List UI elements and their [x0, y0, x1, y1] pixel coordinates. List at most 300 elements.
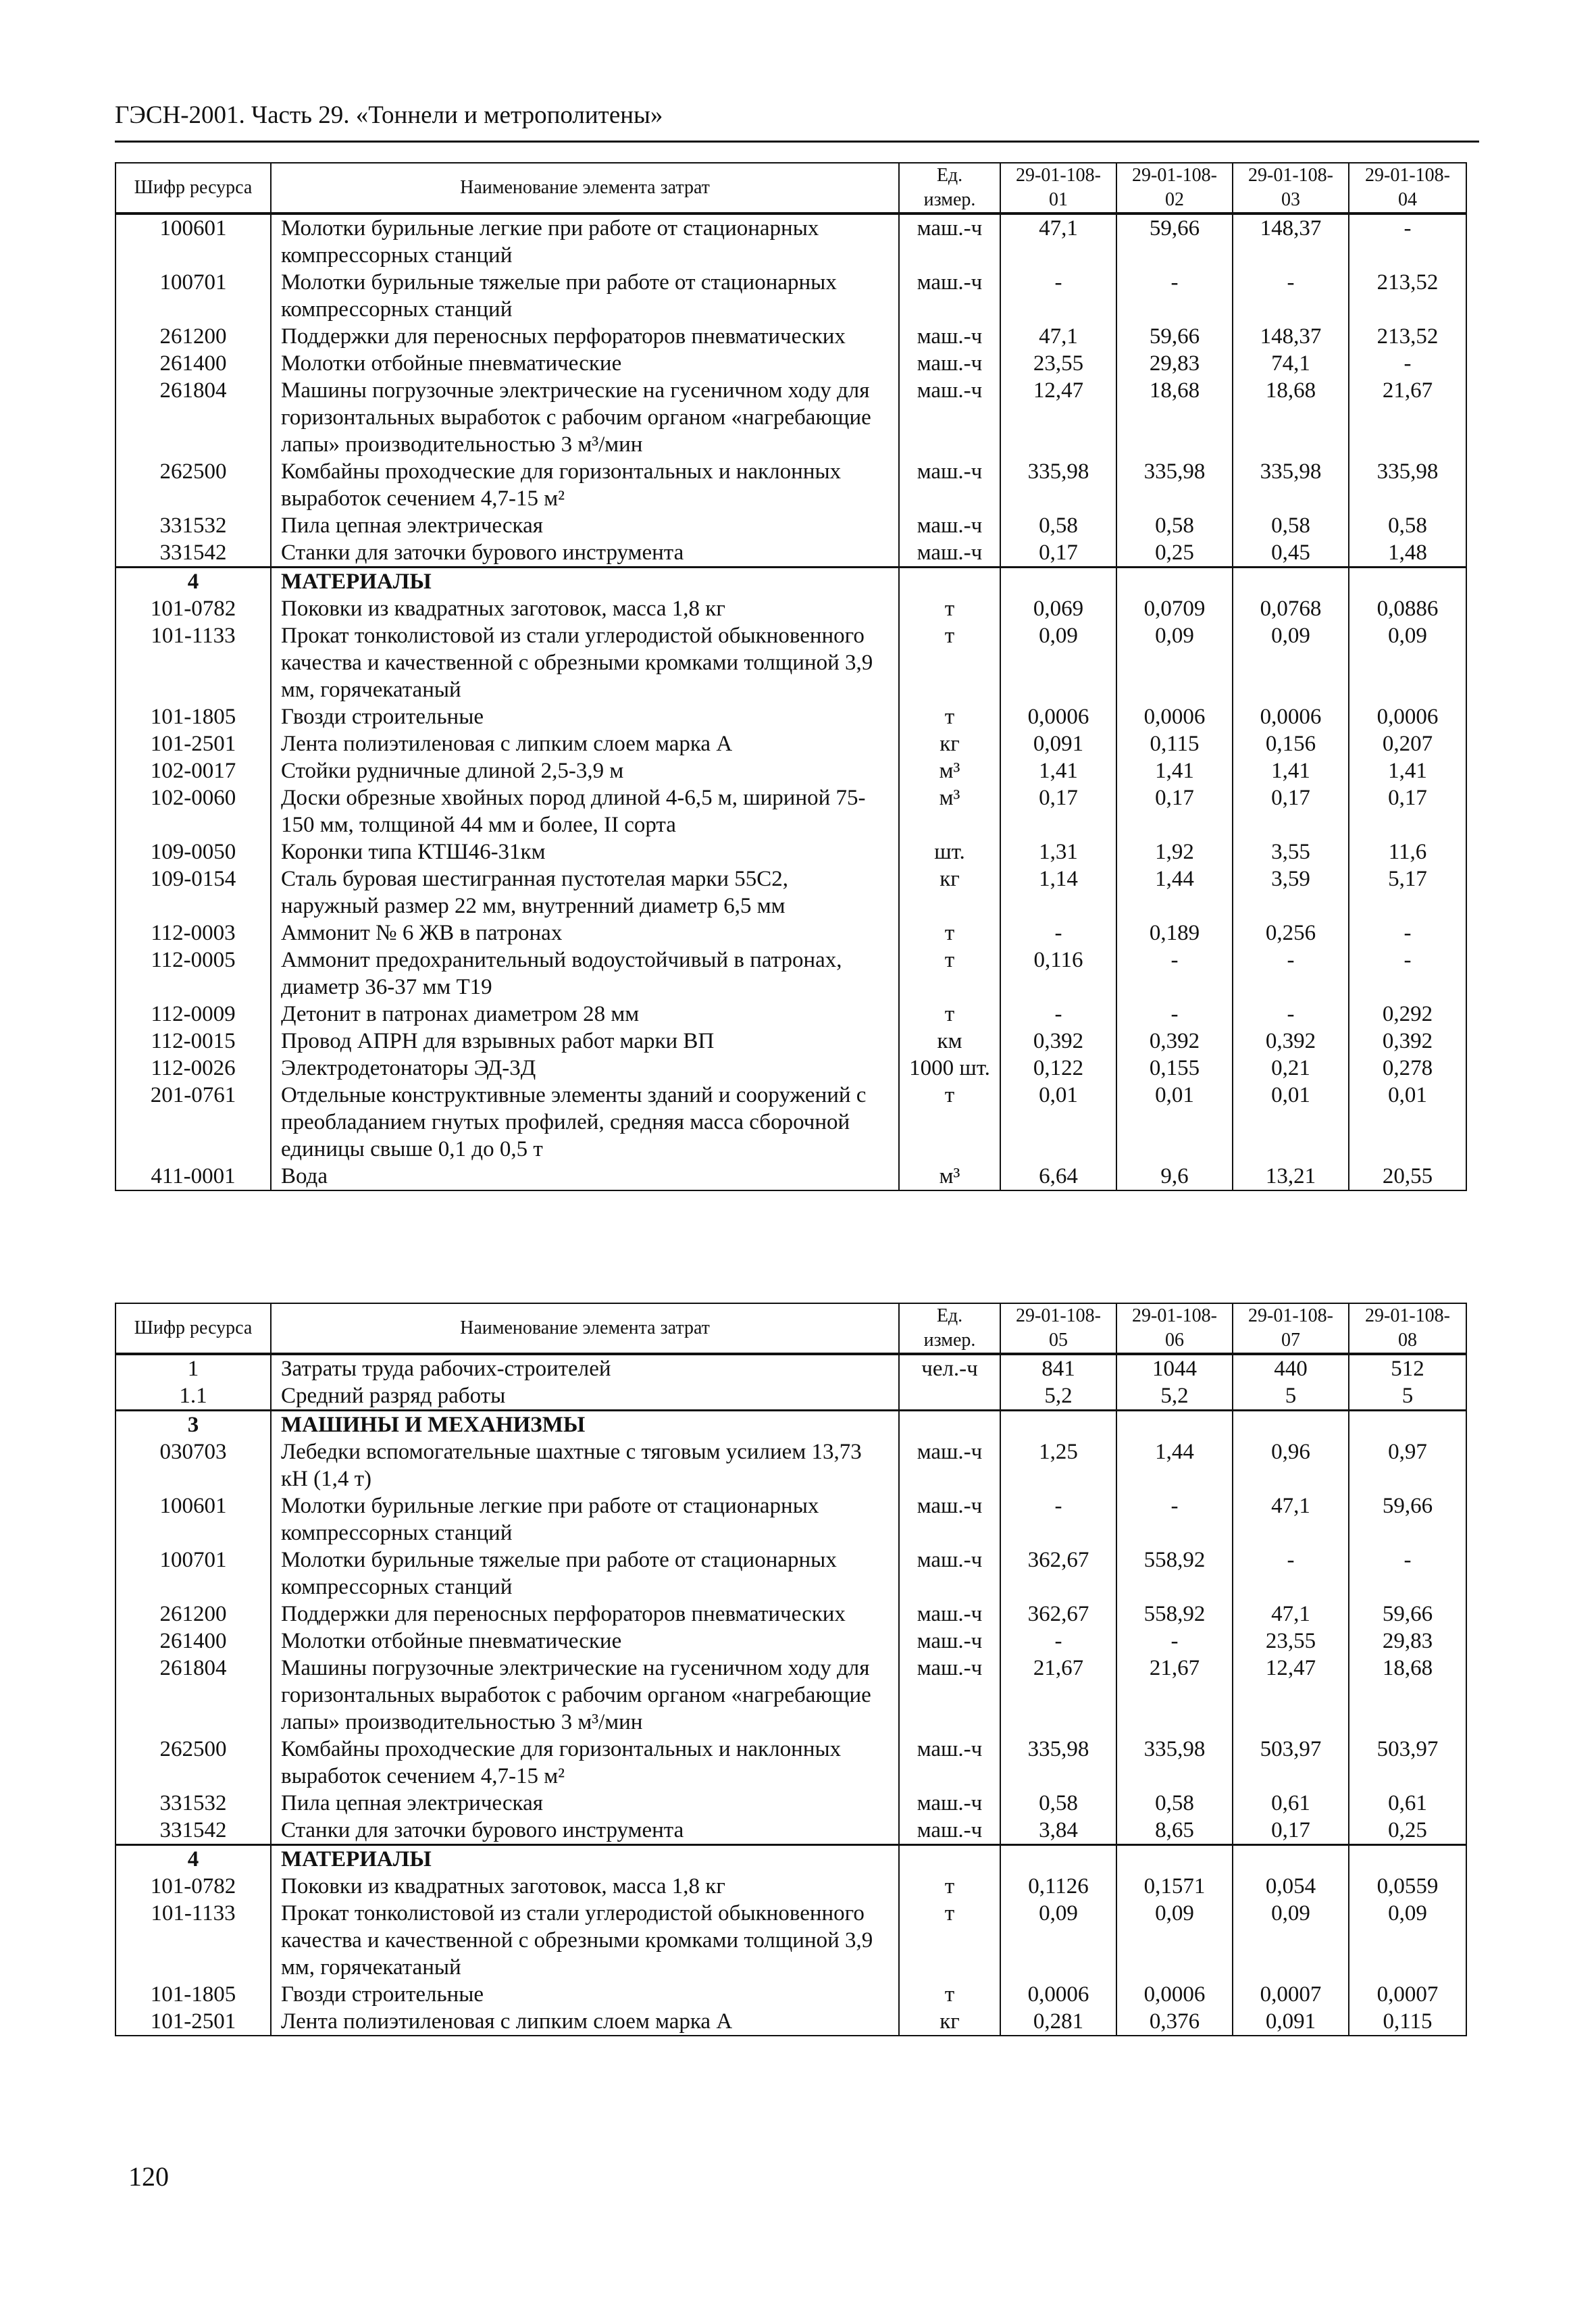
row-value-4 — [1349, 1411, 1466, 1439]
row-value-3: 0,091 — [1233, 2008, 1349, 2036]
row-name: МАШИНЫ И МЕХАНИЗМЫ — [271, 1411, 899, 1439]
row-value-2: 21,67 — [1116, 1655, 1233, 1736]
row-value-2: 29,83 — [1116, 350, 1233, 377]
col-header-unit: Ед. измер. — [899, 163, 1000, 213]
col-header-code-1: 29-01-108-01 — [1000, 163, 1116, 213]
row-value-1: 362,67 — [1000, 1601, 1116, 1628]
row-value-3: 440 — [1233, 1354, 1349, 1382]
row-unit: маш.-ч — [899, 1438, 1000, 1492]
row-code: 1.1 — [115, 1382, 271, 1411]
row-value-3: 0,61 — [1233, 1790, 1349, 1817]
row-value-4: 11,6 — [1349, 838, 1466, 865]
row-value-3 — [1233, 1845, 1349, 1873]
row-name: Молотки бурильные тяжелые при работе от стационарных компрессорных станций — [271, 269, 899, 323]
row-code: 100701 — [115, 269, 271, 323]
row-value-1: - — [1000, 920, 1116, 947]
row-value-4: 0,392 — [1349, 1028, 1466, 1055]
row-value-3: 0,392 — [1233, 1028, 1349, 1055]
table-row — [115, 865, 1466, 920]
row-value-1: 5,2 — [1000, 1382, 1116, 1411]
row-value-1: 0,17 — [1000, 784, 1116, 838]
row-value-1 — [1000, 1845, 1116, 1873]
row-code: 262500 — [115, 458, 271, 512]
row-unit: маш.-ч — [899, 1492, 1000, 1546]
row-value-3: - — [1233, 269, 1349, 323]
row-value-4: 0,0007 — [1349, 1981, 1466, 2008]
table-header-row — [115, 1303, 1466, 1354]
row-unit: шт. — [899, 838, 1000, 865]
row-name: Машины погрузочные электрические на гусеничном ходу для горизонтальных выработок с рабочим органом «нагребающие лапы» производительностью 3 м³/мин — [271, 377, 899, 458]
col-header-code-2: 29-01-108-02 — [1116, 163, 1233, 213]
row-value-3 — [1233, 568, 1349, 596]
row-code: 100601 — [115, 1492, 271, 1546]
row-value-2: 0,376 — [1116, 2008, 1233, 2036]
row-value-2: 18,68 — [1116, 377, 1233, 458]
row-value-3: 0,01 — [1233, 1082, 1349, 1163]
row-value-1: 0,01 — [1000, 1082, 1116, 1163]
row-value-2: 0,25 — [1116, 539, 1233, 568]
row-unit: т — [899, 947, 1000, 1001]
table-row — [115, 269, 1466, 323]
row-unit: маш.-ч — [899, 269, 1000, 323]
row-name: Станки для заточки бурового инструмента — [271, 1817, 899, 1845]
row-name: МАТЕРИАЛЫ — [271, 568, 899, 596]
row-value-2: 0,09 — [1116, 1900, 1233, 1981]
row-unit: т — [899, 1082, 1000, 1163]
row-value-1: 21,67 — [1000, 1655, 1116, 1736]
section-row — [115, 568, 1466, 596]
row-unit: т — [899, 622, 1000, 703]
table-row — [115, 920, 1466, 947]
row-value-4: 0,58 — [1349, 512, 1466, 539]
table-row — [115, 512, 1466, 539]
row-unit: маш.-ч — [899, 350, 1000, 377]
row-value-2: - — [1116, 1628, 1233, 1655]
row-value-4: 59,66 — [1349, 1492, 1466, 1546]
row-name: Машины погрузочные электрические на гусеничном ходу для горизонтальных выработок с рабочим органом «нагребающие лапы» производительностью 3 м³/мин — [271, 1655, 899, 1736]
row-name: Пила цепная электрическая — [271, 1790, 899, 1817]
row-unit: маш.-ч — [899, 377, 1000, 458]
row-value-2 — [1116, 568, 1233, 596]
row-code: 100701 — [115, 1546, 271, 1601]
row-value-4: 0,278 — [1349, 1055, 1466, 1082]
row-code: 112-0005 — [115, 947, 271, 1001]
row-name: Комбайны проходческие для горизонтальных и наклонных выработок сечением 4,7-15 м² — [271, 458, 899, 512]
row-unit — [899, 1845, 1000, 1873]
row-value-2: 0,01 — [1116, 1082, 1233, 1163]
row-code: 101-1133 — [115, 622, 271, 703]
row-value-4: 0,0559 — [1349, 1873, 1466, 1900]
row-value-2: 1,92 — [1116, 838, 1233, 865]
row-value-4 — [1349, 568, 1466, 596]
row-value-4: 0,09 — [1349, 1900, 1466, 1981]
row-unit: маш.-ч — [899, 1546, 1000, 1601]
row-value-2 — [1116, 1845, 1233, 1873]
row-code: 261200 — [115, 323, 271, 350]
resource-table-1 — [115, 162, 1467, 1191]
row-value-2: 1,44 — [1116, 1438, 1233, 1492]
row-value-3: 13,21 — [1233, 1163, 1349, 1190]
table-row — [115, 1492, 1466, 1546]
row-value-3: 47,1 — [1233, 1601, 1349, 1628]
row-value-2: - — [1116, 1001, 1233, 1028]
row-value-4: 5,17 — [1349, 865, 1466, 920]
row-value-1: 0,281 — [1000, 2008, 1116, 2036]
row-code: 261804 — [115, 1655, 271, 1736]
row-value-3: 23,55 — [1233, 1628, 1349, 1655]
row-value-4: 1,48 — [1349, 539, 1466, 568]
row-value-2: 1044 — [1116, 1354, 1233, 1382]
row-name: Молотки бурильные легкие при работе от стационарных компрессорных станций — [271, 213, 899, 269]
row-unit: км — [899, 1028, 1000, 1055]
row-code: 101-1805 — [115, 1981, 271, 2008]
row-name: Поковки из квадратных заготовок, масса 1,8 кг — [271, 1873, 899, 1900]
row-value-1: - — [1000, 1001, 1116, 1028]
row-value-1: 0,0006 — [1000, 703, 1116, 730]
row-value-4: 512 — [1349, 1354, 1466, 1382]
row-unit — [899, 1382, 1000, 1411]
row-value-3: 0,58 — [1233, 512, 1349, 539]
table-row — [115, 838, 1466, 865]
row-value-3: 0,96 — [1233, 1438, 1349, 1492]
row-name: Прокат тонколистовой из стали углеродистой обыкновенного качества и качественной с обрезными кромками толщиной 3,9 мм, горячекатаный — [271, 622, 899, 703]
row-value-4: 213,52 — [1349, 269, 1466, 323]
table-row — [115, 622, 1466, 703]
row-name: Поковки из квадратных заготовок, масса 1,8 кг — [271, 595, 899, 622]
table-row — [115, 539, 1466, 568]
row-code: 112-0009 — [115, 1001, 271, 1028]
row-name: Затраты труда рабочих-строителей — [271, 1354, 899, 1382]
row-value-2: 0,58 — [1116, 512, 1233, 539]
table-row — [115, 1790, 1466, 1817]
row-name: Станки для заточки бурового инструмента — [271, 539, 899, 568]
row-value-3: - — [1233, 1546, 1349, 1601]
row-unit: чел.-ч — [899, 1354, 1000, 1382]
row-value-1: 362,67 — [1000, 1546, 1116, 1601]
row-code: 101-1805 — [115, 703, 271, 730]
row-code: 112-0003 — [115, 920, 271, 947]
row-value-1: 0,58 — [1000, 512, 1116, 539]
row-code: 4 — [115, 1845, 271, 1873]
row-value-3: 503,97 — [1233, 1736, 1349, 1790]
row-value-1: 23,55 — [1000, 350, 1116, 377]
row-value-2: 1,44 — [1116, 865, 1233, 920]
row-code: 100601 — [115, 213, 271, 269]
row-value-2: 335,98 — [1116, 458, 1233, 512]
table-row — [115, 1055, 1466, 1082]
row-value-1: 0,09 — [1000, 622, 1116, 703]
row-value-4: 0,0886 — [1349, 595, 1466, 622]
row-value-1: - — [1000, 1628, 1116, 1655]
row-unit: кг — [899, 2008, 1000, 2036]
row-value-3: 0,054 — [1233, 1873, 1349, 1900]
row-value-3: 0,21 — [1233, 1055, 1349, 1082]
col-header-code-7: 29-01-108-07 — [1233, 1303, 1349, 1354]
table-row — [115, 1354, 1466, 1382]
row-unit: м³ — [899, 1163, 1000, 1190]
row-value-2: 0,17 — [1116, 784, 1233, 838]
row-value-2: 0,189 — [1116, 920, 1233, 947]
row-name: Средний разряд работы — [271, 1382, 899, 1411]
row-value-2: - — [1116, 1492, 1233, 1546]
col-header-name: Наименование элемента затрат — [271, 163, 899, 213]
row-name: Коронки типа КТШ46-31км — [271, 838, 899, 865]
row-name: Аммонит № 6 ЖВ в патронах — [271, 920, 899, 947]
row-value-4: 21,67 — [1349, 377, 1466, 458]
row-value-1: 0,122 — [1000, 1055, 1116, 1082]
row-code: 261804 — [115, 377, 271, 458]
row-value-4: 1,41 — [1349, 757, 1466, 784]
row-value-3 — [1233, 1411, 1349, 1439]
row-code: 109-0154 — [115, 865, 271, 920]
row-code: 101-0782 — [115, 595, 271, 622]
row-value-1: 1,14 — [1000, 865, 1116, 920]
row-value-1: 47,1 — [1000, 213, 1116, 269]
row-value-1: 0,58 — [1000, 1790, 1116, 1817]
row-unit: т — [899, 1900, 1000, 1981]
col-header-code: Шифр ресурса — [115, 1303, 271, 1354]
row-value-1: 0,1126 — [1000, 1873, 1116, 1900]
row-value-2: 0,392 — [1116, 1028, 1233, 1055]
row-code: 101-2501 — [115, 730, 271, 757]
row-code: 1 — [115, 1354, 271, 1382]
row-name: Доски обрезные хвойных пород длиной 4-6,5 м, шириной 75-150 мм, толщиной 44 мм и более, II сорта — [271, 784, 899, 838]
row-name: Электродетонаторы ЭД-3Д — [271, 1055, 899, 1082]
row-value-2: 335,98 — [1116, 1736, 1233, 1790]
col-header-unit: Ед. измер. — [899, 1303, 1000, 1354]
row-value-2: 0,1571 — [1116, 1873, 1233, 1900]
row-unit — [899, 568, 1000, 596]
row-value-3: 0,17 — [1233, 1817, 1349, 1845]
row-value-1: 1,25 — [1000, 1438, 1116, 1492]
section-row — [115, 1411, 1466, 1439]
row-name: Молотки отбойные пневматические — [271, 1628, 899, 1655]
row-value-1: 0,392 — [1000, 1028, 1116, 1055]
row-value-3: - — [1233, 1001, 1349, 1028]
row-value-4: 20,55 — [1349, 1163, 1466, 1190]
row-name: Поддержки для переносных перфораторов пневматических — [271, 323, 899, 350]
row-code: 261400 — [115, 1628, 271, 1655]
row-value-1: 0,069 — [1000, 595, 1116, 622]
row-value-3: 3,59 — [1233, 865, 1349, 920]
row-value-4: 0,61 — [1349, 1790, 1466, 1817]
row-name: Гвозди строительные — [271, 703, 899, 730]
table-row — [115, 1082, 1466, 1163]
row-value-1: 0,116 — [1000, 947, 1116, 1001]
col-header-code-8: 29-01-108-08 — [1349, 1303, 1466, 1354]
row-unit: маш.-ч — [899, 1628, 1000, 1655]
row-name: Молотки бурильные тяжелые при работе от стационарных компрессорных станций — [271, 1546, 899, 1601]
row-value-4: - — [1349, 1546, 1466, 1601]
row-value-4: 335,98 — [1349, 458, 1466, 512]
row-name: Поддержки для переносных перфораторов пневматических — [271, 1601, 899, 1628]
row-value-2: 59,66 — [1116, 213, 1233, 269]
row-value-3: 148,37 — [1233, 323, 1349, 350]
row-value-4: 0,97 — [1349, 1438, 1466, 1492]
row-name: Отдельные конструктивные элементы зданий и сооружений с преобладанием гнутых профилей, средняя масса сборочной единицы свыше 0,1 до 0,5 т — [271, 1082, 899, 1163]
row-value-3: 0,156 — [1233, 730, 1349, 757]
resource-table-2 — [115, 1303, 1467, 2036]
row-value-1: 841 — [1000, 1354, 1116, 1382]
row-unit: маш.-ч — [899, 1655, 1000, 1736]
row-value-2 — [1116, 1411, 1233, 1439]
row-unit: маш.-ч — [899, 512, 1000, 539]
table-row — [115, 1163, 1466, 1190]
row-code: 262500 — [115, 1736, 271, 1790]
row-value-3: 5 — [1233, 1382, 1349, 1411]
row-value-1: 6,64 — [1000, 1163, 1116, 1190]
row-name: Гвозди строительные — [271, 1981, 899, 2008]
row-code: 331532 — [115, 1790, 271, 1817]
row-unit: маш.-ч — [899, 458, 1000, 512]
row-unit — [899, 1411, 1000, 1439]
row-value-4: 0,17 — [1349, 784, 1466, 838]
row-name: Лента полиэтиленовая с липким слоем марка А — [271, 2008, 899, 2036]
row-name: МАТЕРИАЛЫ — [271, 1845, 899, 1873]
row-value-2: 59,66 — [1116, 323, 1233, 350]
row-name: Вода — [271, 1163, 899, 1190]
table-header-row — [115, 163, 1466, 213]
table-row — [115, 2008, 1466, 2036]
row-code: 109-0050 — [115, 838, 271, 865]
row-value-2: 558,92 — [1116, 1546, 1233, 1601]
row-value-4: 213,52 — [1349, 323, 1466, 350]
row-value-2: 0,0006 — [1116, 703, 1233, 730]
row-code: 261400 — [115, 350, 271, 377]
col-header-code-5: 29-01-108-05 — [1000, 1303, 1116, 1354]
col-header-code-3: 29-01-108-03 — [1233, 163, 1349, 213]
row-value-2: 0,58 — [1116, 1790, 1233, 1817]
row-value-4: - — [1349, 350, 1466, 377]
row-name: Стойки рудничные длиной 2,5-3,9 м — [271, 757, 899, 784]
row-value-4: 0,09 — [1349, 622, 1466, 703]
row-code: 411-0001 — [115, 1163, 271, 1190]
row-value-3: 74,1 — [1233, 350, 1349, 377]
row-unit: м³ — [899, 757, 1000, 784]
table-row — [115, 703, 1466, 730]
page-number: 120 — [128, 2161, 169, 2192]
table-row — [115, 1817, 1466, 1845]
col-header-name: Наименование элемента затрат — [271, 1303, 899, 1354]
row-value-4: - — [1349, 213, 1466, 269]
row-value-2: 0,0709 — [1116, 595, 1233, 622]
row-unit: т — [899, 920, 1000, 947]
row-value-3: 0,0007 — [1233, 1981, 1349, 2008]
table-row — [115, 1655, 1466, 1736]
row-value-2: 0,09 — [1116, 622, 1233, 703]
row-value-3: 1,41 — [1233, 757, 1349, 784]
row-value-3: 335,98 — [1233, 458, 1349, 512]
row-value-4: 0,25 — [1349, 1817, 1466, 1845]
row-value-3: - — [1233, 947, 1349, 1001]
row-name: Лента полиэтиленовая с липким слоем марка А — [271, 730, 899, 757]
row-value-4: 0,115 — [1349, 2008, 1466, 2036]
table-row — [115, 1736, 1466, 1790]
table-row — [115, 1028, 1466, 1055]
table-row — [115, 458, 1466, 512]
row-value-2: 558,92 — [1116, 1601, 1233, 1628]
table-row — [115, 1900, 1466, 1981]
row-value-1: 0,17 — [1000, 539, 1116, 568]
row-unit: т — [899, 595, 1000, 622]
table-row — [115, 784, 1466, 838]
row-value-1: 1,31 — [1000, 838, 1116, 865]
row-value-3: 0,09 — [1233, 622, 1349, 703]
row-code: 112-0026 — [115, 1055, 271, 1082]
row-name: Сталь буровая шестигранная пустотелая марки 55С2, наружный размер 22 мм, внутренний диаметр 6,5 мм — [271, 865, 899, 920]
row-unit: маш.-ч — [899, 539, 1000, 568]
table-row — [115, 213, 1466, 269]
table-row — [115, 1438, 1466, 1492]
row-unit: т — [899, 703, 1000, 730]
row-value-3: 0,45 — [1233, 539, 1349, 568]
row-unit: 1000 шт. — [899, 1055, 1000, 1082]
row-unit: маш.-ч — [899, 1790, 1000, 1817]
row-value-1: 12,47 — [1000, 377, 1116, 458]
row-value-2: 8,65 — [1116, 1817, 1233, 1845]
row-unit: маш.-ч — [899, 213, 1000, 269]
row-code: 331532 — [115, 512, 271, 539]
row-unit: маш.-ч — [899, 1817, 1000, 1845]
row-value-1: 47,1 — [1000, 323, 1116, 350]
row-name: Пила цепная электрическая — [271, 512, 899, 539]
row-value-4: 59,66 — [1349, 1601, 1466, 1628]
row-unit: т — [899, 1981, 1000, 2008]
row-code: 102-0017 — [115, 757, 271, 784]
row-code: 101-2501 — [115, 2008, 271, 2036]
page-header-title: ГЭСН-2001. Часть 29. «Тоннели и метрополитены» — [115, 101, 663, 129]
row-unit: т — [899, 1873, 1000, 1900]
row-value-3: 12,47 — [1233, 1655, 1349, 1736]
row-code: 101-1133 — [115, 1900, 271, 1981]
table-row — [115, 730, 1466, 757]
row-value-1: 1,41 — [1000, 757, 1116, 784]
row-unit: маш.-ч — [899, 323, 1000, 350]
row-value-4: 0,207 — [1349, 730, 1466, 757]
row-value-4: - — [1349, 920, 1466, 947]
row-value-3: 47,1 — [1233, 1492, 1349, 1546]
row-value-4: 503,97 — [1349, 1736, 1466, 1790]
col-header-code-6: 29-01-108-06 — [1116, 1303, 1233, 1354]
row-value-4: 29,83 — [1349, 1628, 1466, 1655]
table-row — [115, 1873, 1466, 1900]
row-value-3: 0,0006 — [1233, 703, 1349, 730]
table-row — [115, 323, 1466, 350]
row-value-3: 148,37 — [1233, 213, 1349, 269]
row-name: Лебедки вспомогательные шахтные с тяговым усилием 13,73 кН (1,4 т) — [271, 1438, 899, 1492]
table-row — [115, 595, 1466, 622]
row-code: 331542 — [115, 539, 271, 568]
row-code: 030703 — [115, 1438, 271, 1492]
row-value-1: - — [1000, 269, 1116, 323]
col-header-code-4: 29-01-108-04 — [1349, 163, 1466, 213]
row-value-4: - — [1349, 947, 1466, 1001]
row-value-2: 1,41 — [1116, 757, 1233, 784]
row-value-4: 0,0006 — [1349, 703, 1466, 730]
row-value-3: 0,09 — [1233, 1900, 1349, 1981]
row-value-4: 0,292 — [1349, 1001, 1466, 1028]
row-code: 112-0015 — [115, 1028, 271, 1055]
table-row — [115, 377, 1466, 458]
row-value-3: 18,68 — [1233, 377, 1349, 458]
row-code: 261200 — [115, 1601, 271, 1628]
row-value-1 — [1000, 1411, 1116, 1439]
row-value-4: 0,01 — [1349, 1082, 1466, 1163]
row-value-2: 0,0006 — [1116, 1981, 1233, 2008]
row-code: 201-0761 — [115, 1082, 271, 1163]
row-unit: маш.-ч — [899, 1736, 1000, 1790]
row-value-1: 335,98 — [1000, 1736, 1116, 1790]
